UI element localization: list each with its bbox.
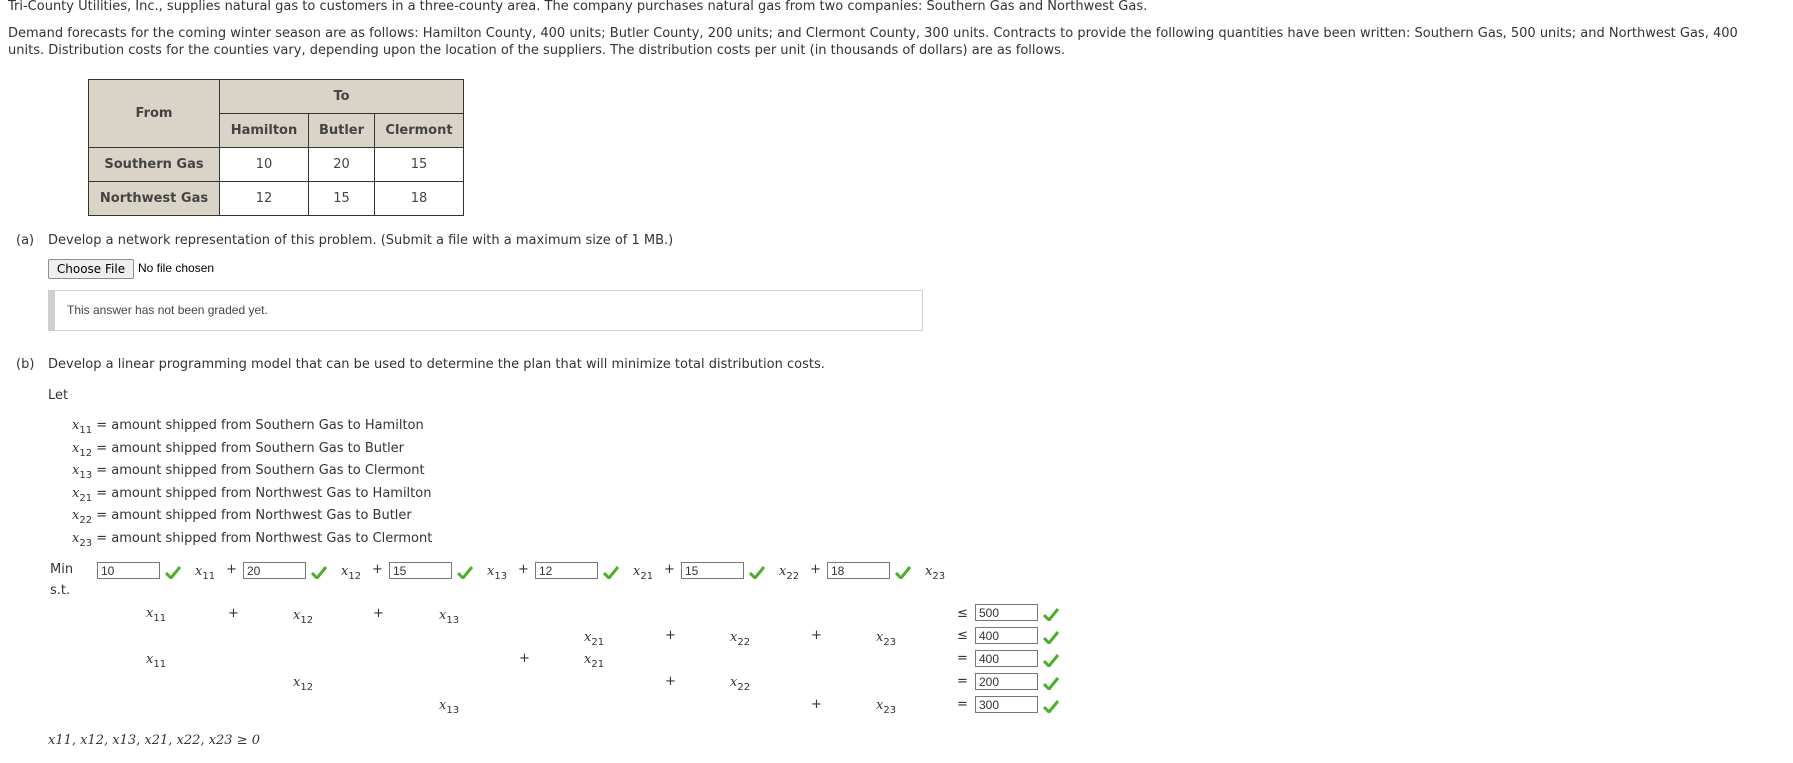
- plus-sign: +: [519, 651, 530, 666]
- definition-x23: $x_{23}$ = amount shipped from Northwest Gas to Clermont: [72, 531, 433, 549]
- plus-sign: +: [810, 562, 821, 577]
- relation-sign: =: [957, 674, 968, 689]
- check-icon: [1043, 699, 1059, 713]
- constraint-rhs-2[interactable]: [975, 627, 1038, 644]
- objective-coef-x11[interactable]: [97, 562, 160, 579]
- c2-var-x21: $x_{21}$: [584, 630, 605, 648]
- intro-text: Tri-County Utilities, Inc., supplies natural gas to customers in a three-county area. The company purchases natural gas from two companies: Southern Gas and Northwest Gas.: [8, 0, 1148, 14]
- check-icon: [1043, 653, 1059, 667]
- row-label: Southern Gas: [89, 148, 220, 182]
- check-icon: [895, 565, 911, 579]
- objective-coef-x23[interactable]: [827, 562, 890, 579]
- col-clermont: Clermont: [375, 114, 464, 148]
- grade-notice: This answer has not been graded yet.: [48, 290, 923, 331]
- check-icon: [1043, 607, 1059, 621]
- part-a-label: (a): [16, 233, 35, 248]
- nonnegativity-constraint: x11, x12, x13, x21, x22, x23 ≥ 0: [48, 733, 260, 748]
- plus-sign: +: [664, 562, 675, 577]
- objective-coef-x21[interactable]: [535, 562, 598, 579]
- definition-x12: $x_{12}$ = amount shipped from Southern Gas to Butler: [72, 441, 405, 459]
- definition-x22: $x_{22}$ = amount shipped from Northwest Gas to Butler: [72, 508, 412, 526]
- constraint-rhs-1[interactable]: [975, 604, 1038, 621]
- to-header: To: [220, 80, 464, 114]
- obj-var-x13: $x_{13}$: [487, 564, 508, 582]
- c4-var-x12: $x_{12}$: [293, 675, 314, 693]
- check-icon: [603, 565, 619, 579]
- table-row: [89, 148, 464, 182]
- plus-sign: +: [811, 697, 822, 712]
- definition-x21: $x_{21}$ = amount shipped from Northwest Gas to Hamilton: [72, 486, 432, 504]
- cost-cell: 10: [220, 148, 309, 182]
- from-header: From: [89, 80, 220, 148]
- c5-var-x13: $x_{13}$: [439, 698, 460, 716]
- plus-sign: +: [373, 606, 384, 621]
- definition-x13: $x_{13}$ = amount shipped from Southern Gas to Clermont: [72, 463, 425, 481]
- obj-var-x23: $x_{23}$: [925, 564, 946, 582]
- plus-sign: +: [228, 606, 239, 621]
- cost-cell: 20: [309, 148, 375, 182]
- cost-cell: 15: [375, 148, 464, 182]
- part-b-label: (b): [16, 357, 35, 372]
- check-icon: [165, 565, 181, 579]
- c3-var-x21: $x_{21}$: [584, 652, 605, 670]
- objective-coef-x13[interactable]: [389, 562, 452, 579]
- check-icon: [1043, 630, 1059, 644]
- demand-text-line1: Demand forecasts for the coming winter season are as follows: Hamilton County, 400 units; Butler County, 200 units; and Clermont County, 300 units. Contracts to provide the following quantities have been written: Southern Gas, 500 units; and Northwest Gas, 400: [8, 26, 1738, 41]
- check-icon: [1043, 676, 1059, 690]
- min-label: Min: [50, 562, 74, 577]
- obj-var-x12: $x_{12}$: [341, 564, 362, 582]
- col-hamilton: Hamilton: [220, 114, 309, 148]
- relation-sign: ≤: [957, 628, 968, 643]
- check-icon: [311, 565, 327, 579]
- obj-var-x21: $x_{21}$: [633, 564, 654, 582]
- definition-x11: $x_{11}$ = amount shipped from Southern Gas to Hamilton: [72, 418, 424, 436]
- plus-sign: +: [372, 562, 383, 577]
- constraint-rhs-4[interactable]: [975, 673, 1038, 690]
- c3-var-x11: $x_{11}$: [146, 652, 167, 670]
- relation-sign: ≤: [957, 606, 968, 621]
- relation-sign: =: [957, 697, 968, 712]
- c1-var-x11: $x_{11}$: [146, 606, 167, 624]
- constraint-rhs-3[interactable]: [975, 650, 1038, 667]
- c4-var-x22: $x_{22}$: [730, 675, 751, 693]
- relation-sign: =: [957, 651, 968, 666]
- part-b-prompt: Develop a linear programming model that can be used to determine the plan that will minimize total distribution costs.: [48, 357, 825, 372]
- distribution-cost-table: [88, 79, 464, 216]
- cost-cell: 18: [375, 182, 464, 216]
- plus-sign: +: [518, 562, 529, 577]
- constraint-rhs-5[interactable]: [975, 696, 1038, 713]
- choose-file-button[interactable]: Choose File: [48, 259, 134, 279]
- plus-sign: +: [811, 628, 822, 643]
- cost-cell: 15: [309, 182, 375, 216]
- cost-cell: 12: [220, 182, 309, 216]
- c5-var-x23: $x_{23}$: [876, 698, 897, 716]
- plus-sign: +: [665, 628, 676, 643]
- c2-var-x23: $x_{23}$: [876, 630, 897, 648]
- col-butler: Butler: [309, 114, 375, 148]
- c1-var-x12: $x_{12}$: [293, 608, 314, 626]
- part-a-prompt: Develop a network representation of this problem. (Submit a file with a maximum size of 1 MB.): [48, 233, 674, 248]
- let-label: Let: [48, 388, 69, 403]
- c1-var-x13: $x_{13}$: [439, 608, 460, 626]
- file-status: No file chosen: [138, 261, 215, 275]
- plus-sign: +: [665, 674, 676, 689]
- st-label: s.t.: [50, 583, 71, 598]
- obj-var-x11: $x_{11}$: [195, 564, 216, 582]
- check-icon: [749, 565, 765, 579]
- objective-coef-x12[interactable]: [243, 562, 306, 579]
- check-icon: [457, 565, 473, 579]
- demand-text-line2: units. Distribution costs for the counties vary, depending upon the location of the suppliers. The distribution costs per unit (in thousands of dollars) are as follows.: [8, 43, 1065, 58]
- obj-var-x22: $x_{22}$: [779, 564, 800, 582]
- c2-var-x22: $x_{22}$: [730, 630, 751, 648]
- plus-sign: +: [226, 562, 237, 577]
- objective-coef-x22[interactable]: [681, 562, 744, 579]
- table-row: [89, 182, 464, 216]
- row-label: Northwest Gas: [89, 182, 220, 216]
